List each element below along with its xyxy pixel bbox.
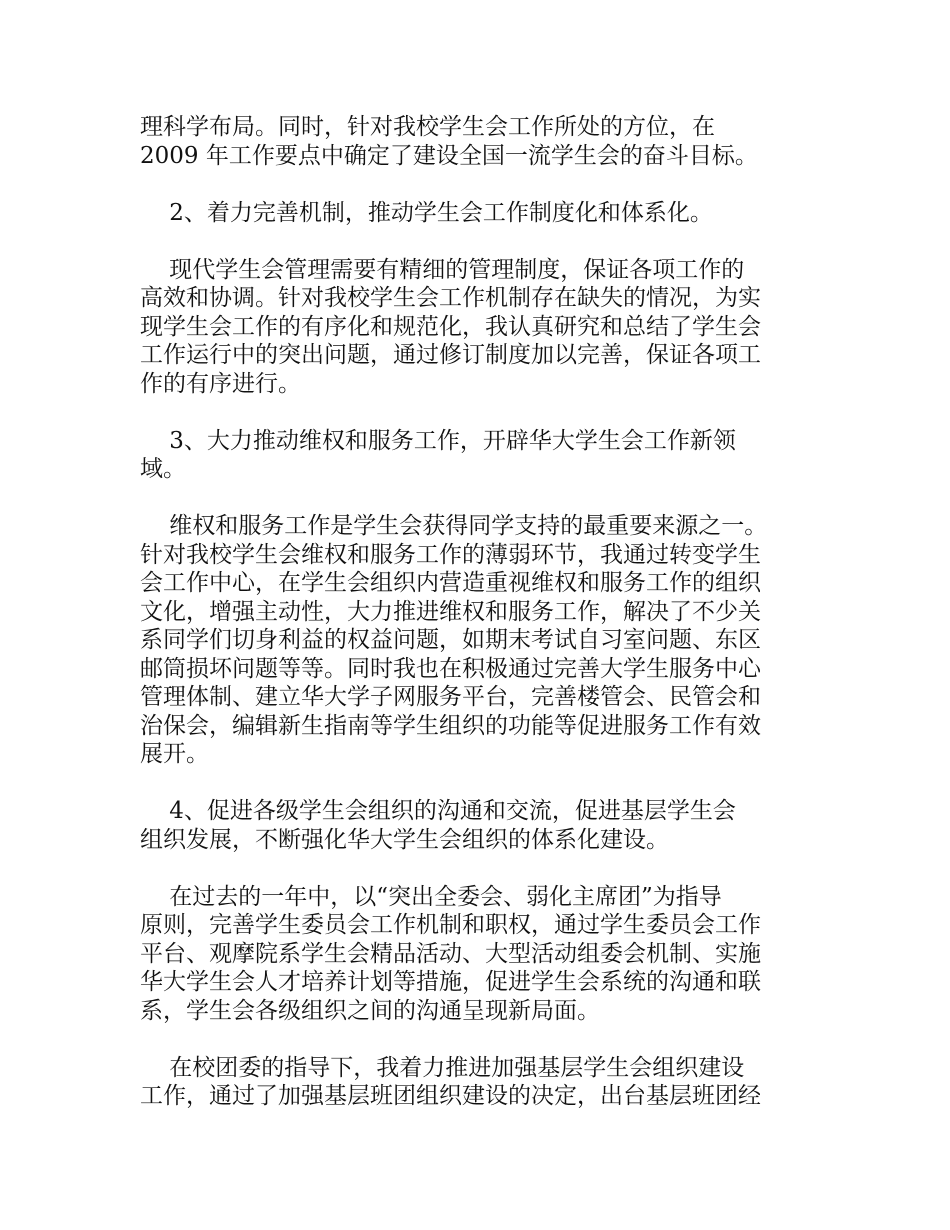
text-line: 维权和服务工作是学生会获得同学支持的最重要来源之一。 [140,513,768,539]
document-body [140,113,860,1111]
text-line: 针对我校学生会维权和服务工作的薄弱环节，我通过转变学生 [140,541,761,568]
text-line: 在过去的一年中，以“突出全委会、弱化主席团”为指导 [140,883,722,910]
text-line: 会工作中心，在学生会组织内营造重视维权和服务工作的组织 [140,570,761,596]
text-line: 高效和协调。针对我校学生会工作机制存在缺失的情况，为实 [140,285,761,311]
text-line: 2009 年工作要点中确定了建设全国一流学生会的奋斗目标。 [140,142,758,169]
text-line: 原则，完善学生委员会工作机制和职权，通过学生委员会工作 [140,912,761,938]
blank-line [140,227,860,256]
text-line: 现代学生会管理需要有精细的管理制度，保证各项工作的 [140,256,745,283]
text-line: 文化，增强主动性，大力推进维权和服务工作，解决了不少关 [140,598,761,625]
text-line: 工作，通过了加强基层班团组织建设的决定，出台基层班团经 [140,1083,761,1109]
blank-line [140,170,860,199]
text-line: 平台、观摩院系学生会精品活动、大型活动组委会机制、实施 [140,940,761,967]
text-line: 理科学布局。同时，针对我校学生会工作所处的方位，在 [140,114,715,140]
text-line: 管理体制、建立华大学子网服务平台，完善楼管会、民管会和 [140,684,761,710]
text-line: 系，学生会各级组织之间的沟通呈现新局面。 [140,997,600,1024]
text-line: 作的有序进行。 [140,370,301,397]
text-line: 工作运行中的突出问题，通过修订制度加以完善，保证各项工 [140,342,761,368]
section-heading: 3、大力推动维权和服务工作，开辟华大学生会工作新领 [140,427,736,454]
section-heading: 域。 [140,456,186,482]
blank-line [140,398,860,427]
text-line: 邮筒损坏问题等等。同时我也在积极通过完善大学生服务中心 [140,655,761,682]
section-heading: 2、着力完善机制，推动学生会工作制度化和体系化。 [140,199,713,226]
section-heading: 4、促进各级学生会组织的沟通和交流，促进基层学生会 [140,798,736,824]
text-line: 展开。 [140,741,209,767]
text-line: 系同学们切身利益的权益问题，如期末考试自习室问题、东区 [140,627,761,653]
text-line: 治保会，编辑新生指南等学生组织的功能等促进服务工作有效 [140,712,761,739]
blank-line [140,1025,860,1054]
blank-line [140,484,860,513]
section-heading: 组织发展，不断强化华大学生会组织的体系化建设。 [140,826,669,853]
blank-line [140,854,860,883]
text-line: 在校团委的指导下，我着力推进加强基层学生会组织建设 [140,1054,745,1081]
text-line: 现学生会工作的有序化和规范化，我认真研究和总结了学生会 [140,313,761,340]
blank-line [140,769,860,798]
text-line: 华大学生会人才培养计划等措施，促进学生会系统的沟通和联 [140,969,761,995]
